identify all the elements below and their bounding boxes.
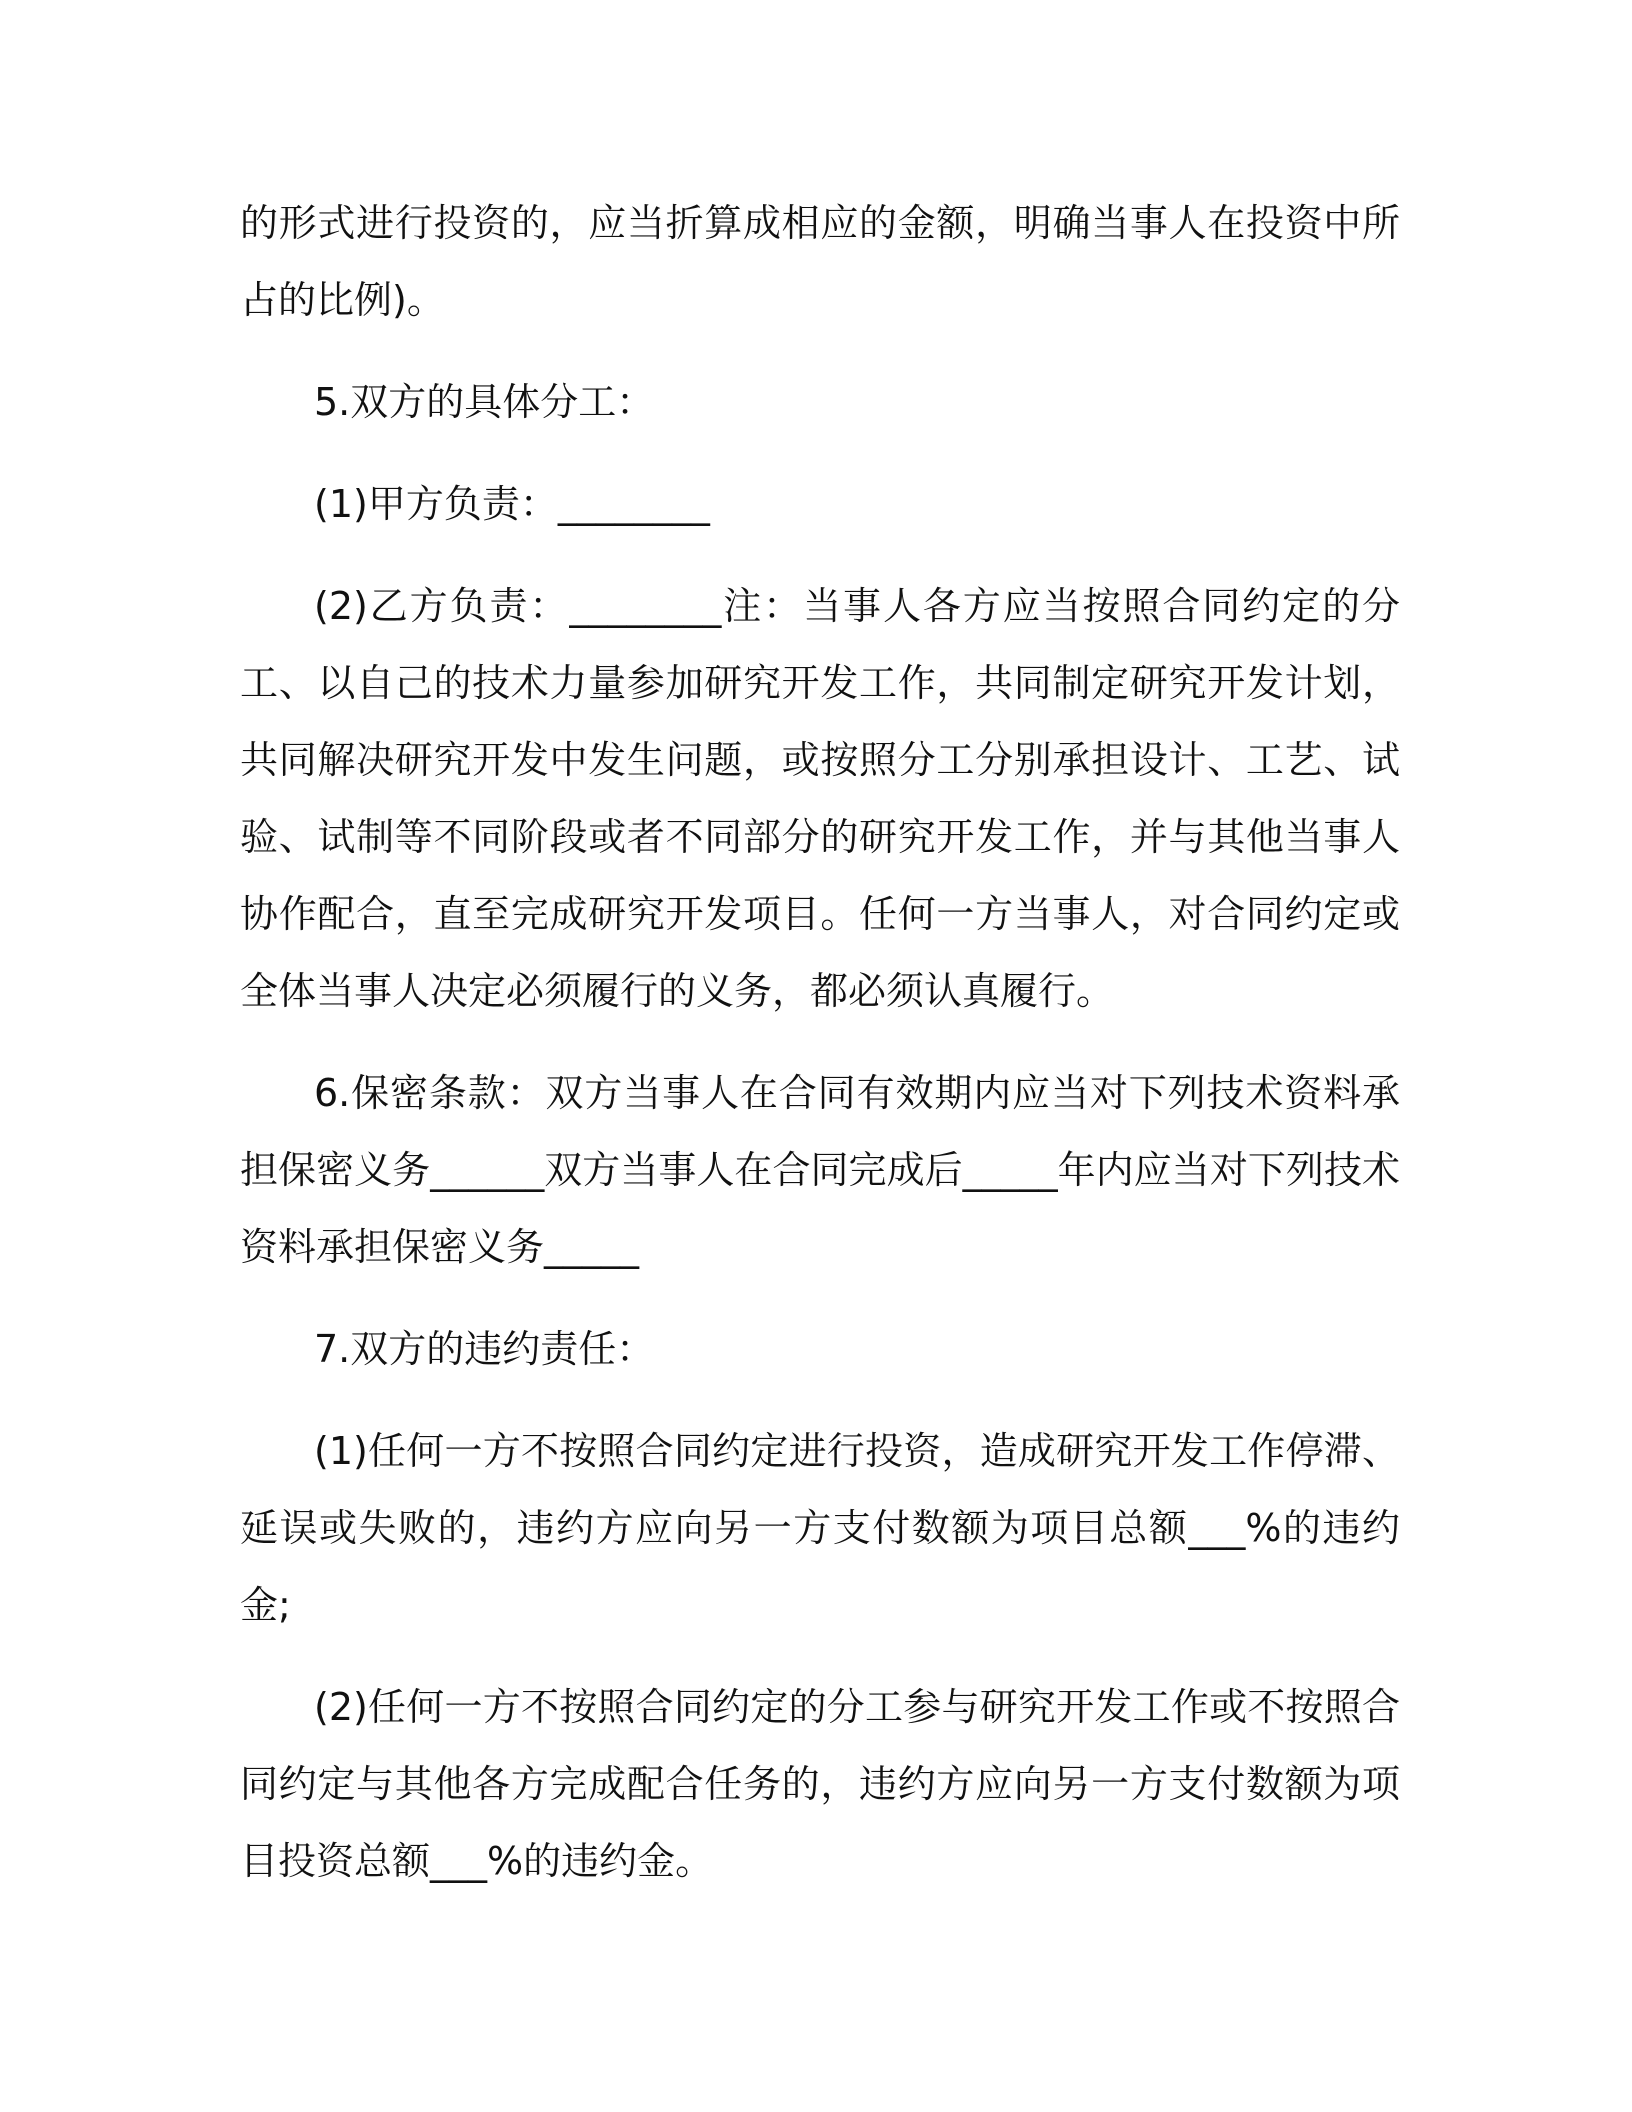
paragraph-confidentiality: 6.保密条款：双方当事人在合同有效期内应当对下列技术资料承担保密义务______双方当事人在合同完成后_____年内应当对下列技术资料承担保密义务_____ xyxy=(240,1071,1400,1269)
paragraph-party-a-responsibility: (1)甲方负责：________ xyxy=(314,482,710,526)
document-body xyxy=(240,185,1400,1900)
heading-breach-liability: 7.双方的违约责任： xyxy=(314,1327,655,1371)
paragraph-breach-investment: (1)任何一方不按照合同约定进行投资，造成研究开发工作停滞、延误或失败的，违约方应向另一方支付数额为项目总额___%的违约金; xyxy=(240,1429,1400,1627)
paragraph-breach-cooperation: (2)任何一方不按照合同约定的分工参与研究开发工作或不按照合同约定与其他各方完成配合任务的，违约方应向另一方支付数额为项目投资总额___%的违约金。 xyxy=(240,1685,1400,1883)
heading-division-of-labor: 5.双方的具体分工： xyxy=(314,380,655,424)
paragraph-party-b-responsibility: (2)乙方负责：________注：当事人各方应当按照合同约定的分工、以自己的技术力量参加研究开发工作，共同制定研究开发计划，共同解决研究开发中发生问题，或按照分工分别承担设计、工艺、试验、试制等不同阶段或者不同部分的研究开发工作，并与其他当事人协作配合，直至完成研究开发项目。任何一方当事人，对合同约定或全体当事人决定必须履行的义务，都必须认真履行。 xyxy=(240,584,1400,1013)
paragraph-investment-ratio: 的形式进行投资的，应当折算成相应的金额，明确当事人在投资中所占的比例)。 xyxy=(240,201,1400,322)
